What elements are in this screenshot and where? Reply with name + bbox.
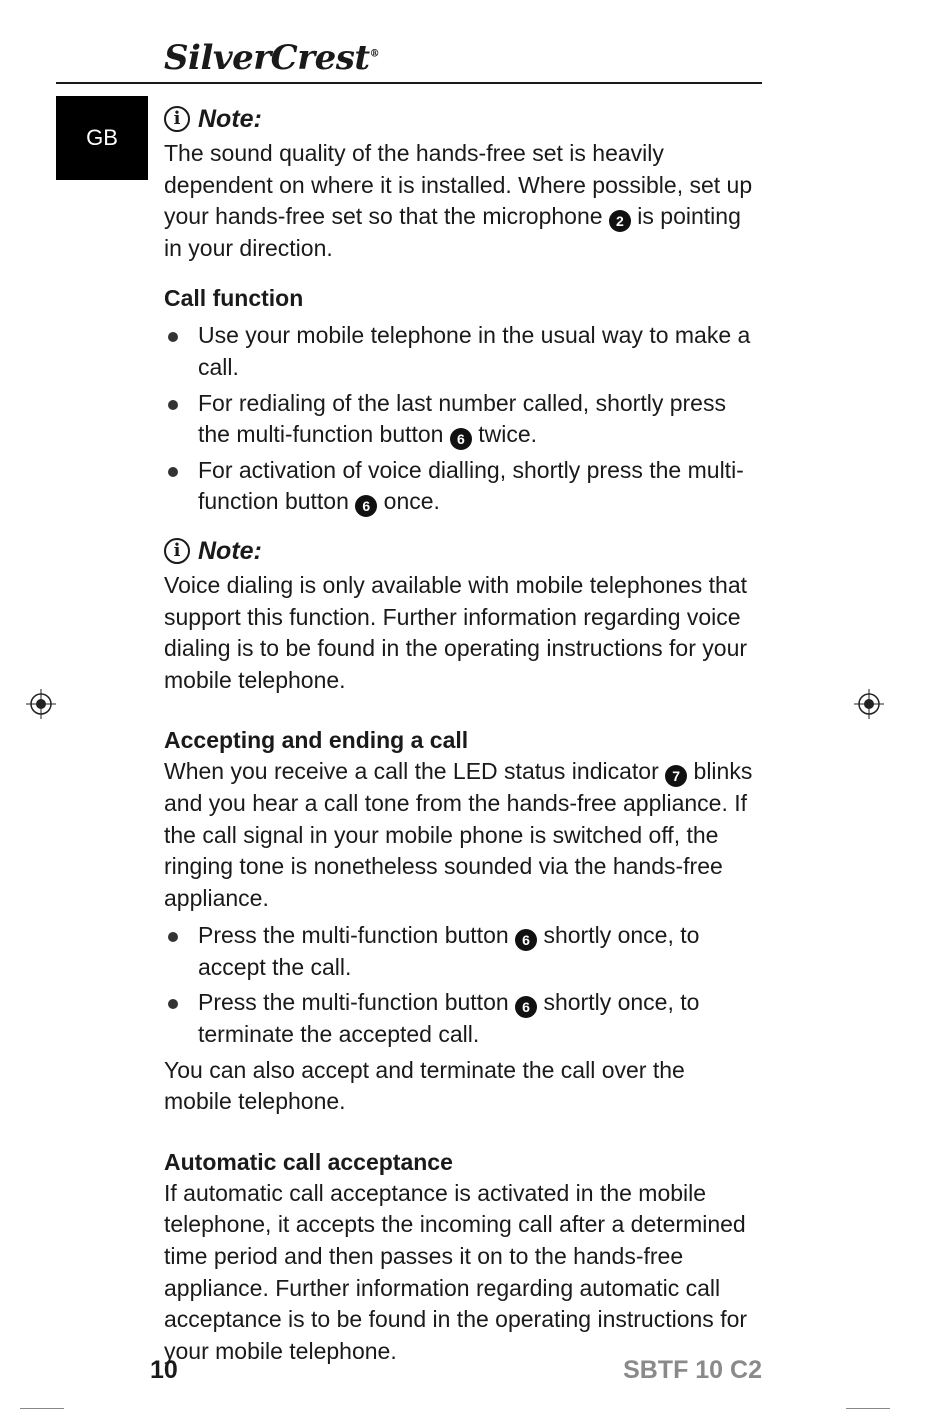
number-badge: 6 (355, 495, 377, 517)
call-function-list (164, 320, 754, 518)
info-icon: i (164, 106, 190, 132)
registration-mark-icon (854, 689, 884, 719)
number-badge: 6 (450, 428, 472, 450)
registration-mark-icon (26, 689, 56, 719)
list-item: Press the multi-function button 6 shortly once, to accept the call. (164, 920, 754, 983)
section-heading: Accepting and ending a call (164, 727, 469, 754)
number-badge: 6 (515, 996, 537, 1018)
info-icon: i (164, 538, 190, 564)
list-item: For activation of voice dialling, shortly press the multi-function button 6 once. (164, 455, 754, 518)
section-heading: Automatic call acceptance (164, 1148, 453, 1175)
number-badge: 2 (609, 210, 631, 232)
list-item: Use your mobile telephone in the usual way to make a call. (164, 320, 754, 383)
paragraph: When you receive a call the LED status indicator 7 blinks and you hear a call tone from the hands-free appliance. If the call signal in your mobile phone is switched off, the ringing tone is nonetheless sounded via the hands-free appliance. (164, 758, 753, 911)
note-title: i Note: (164, 100, 754, 138)
list-item: For redialing of the last number called, shortly press the multi-function button 6 twice. (164, 388, 754, 451)
language-tab: GB (56, 96, 148, 180)
note-title: i Note: (164, 532, 754, 570)
page-content (164, 100, 754, 1367)
paragraph: If automatic call acceptance is activated in the mobile telephone, it accepts the incoming call after a determined time period and then passes it on to the hands-free appliance. Further information regarding automatic call acceptance is to be found in the operating instructions for your mobile telephone. (164, 1179, 748, 1364)
note-paragraph: The sound quality of the hands-free set is heavily dependent on where it is installed. Where possible, set up your hands-free set so that the microphone 2 is pointing in your direction. (164, 140, 753, 261)
number-badge: 6 (515, 929, 537, 951)
note-paragraph: Voice dialing is only available with mobile telephones that support this function. Further information regarding voice dialing is to be found in the operating instructions for your mobile telephone. (164, 571, 748, 693)
crop-mark (846, 1408, 890, 1409)
crop-mark (20, 1408, 64, 1409)
header-rule (56, 82, 762, 84)
brand-logo: SilverCrest® (164, 38, 380, 78)
section-heading: Call function (164, 285, 304, 312)
model-number: SBTF 10 C2 (623, 1356, 762, 1384)
page-number: 10 (150, 1356, 178, 1384)
accepting-list (164, 920, 754, 1050)
paragraph: You can also accept and terminate the call over the mobile telephone. (164, 1056, 685, 1115)
number-badge: 7 (665, 765, 687, 787)
list-item: Press the multi-function button 6 shortly once, to terminate the accepted call. (164, 987, 754, 1050)
